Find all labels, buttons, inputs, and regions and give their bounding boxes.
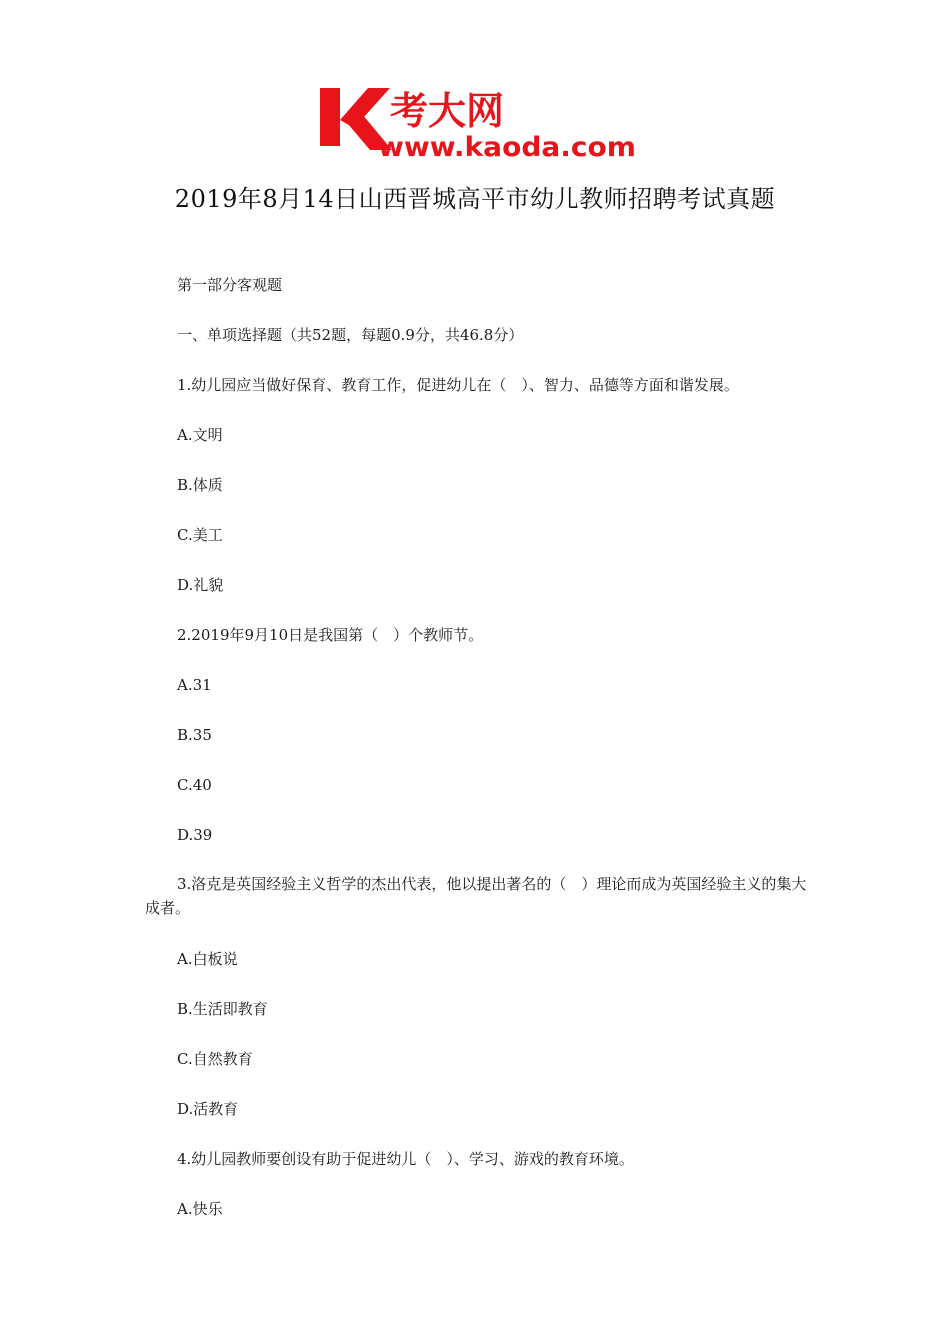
document-body: [145, 272, 815, 1246]
question-1-option-c: C.美工: [177, 526, 223, 544]
question-3-option-d: D.活教育: [177, 1100, 239, 1118]
question-2: 2.2019年9月10日是我国第（ ）个教师节。: [177, 626, 484, 644]
question-3-option-c: C.自然教育: [177, 1050, 253, 1068]
question-2-option-a: A.31: [177, 676, 212, 694]
logo-url-text: www.kaoda.com: [378, 132, 636, 160]
question-4-option-a: A.快乐: [177, 1200, 223, 1218]
question-1: 1.幼儿园应当做好保育、教育工作，促进幼儿在（ ）、智力、品德等方面和谐发展。: [177, 376, 739, 394]
logo-brand-text: 考大网: [390, 89, 505, 133]
kaoda-logo: [318, 84, 638, 160]
question-2-option-d: D.39: [177, 826, 213, 844]
document-title: 2019年8月14日山西晋城高平市幼儿教师招聘考试真题: [174, 185, 776, 213]
section-heading: 第一部分客观题: [177, 276, 283, 294]
question-1-option-b: B.体质: [177, 476, 223, 494]
question-group-heading: 一、单项选择题（共52题，每题0.9分，共46.8分）: [177, 326, 524, 344]
question-2-option-b: B.35: [177, 726, 212, 744]
logo-graphic: [318, 84, 638, 160]
question-3: 3.洛克是英国经验主义哲学的杰出代表，他以提出著名的（ ）理论而成为英国经验主义的集大成者。: [145, 875, 807, 917]
question-1-option-d: D.礼貌: [177, 576, 224, 594]
question-2-option-c: C.40: [177, 776, 212, 794]
question-3-option-a: A.白板说: [177, 950, 238, 968]
question-1-option-a: A.文明: [177, 426, 223, 444]
question-4: 4.幼儿园教师要创设有助于促进幼儿（ ）、学习、游戏的教育环境。: [177, 1150, 634, 1168]
question-3-option-b: B.生活即教育: [177, 1000, 268, 1018]
